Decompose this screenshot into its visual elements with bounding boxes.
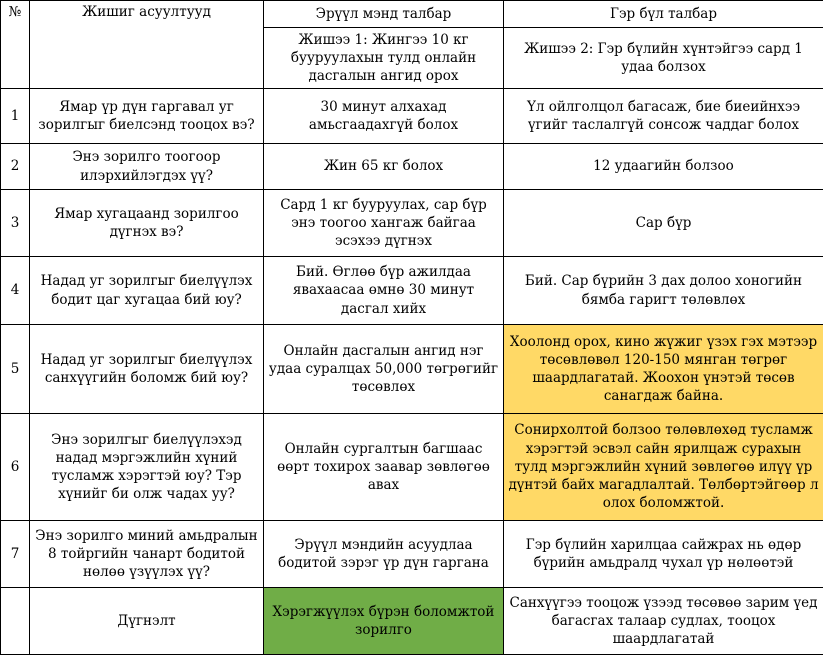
row-health: Жин 65 кг болох	[264, 144, 504, 190]
row-question: Энэ зорилго тоогоор илэрхийлэгдэх үү?	[30, 144, 264, 190]
row-question: Надад уг зорилгыг биелүүлэх санхүүгийн боломж бий юу?	[30, 325, 264, 414]
row-health: Бий. Өглөө бүр ажилдаа явахаасаа өмнө 30 минут дасгал хийх	[264, 257, 504, 325]
row-health: 30 минут алхахад амьсгаадахгүй болох	[264, 89, 504, 144]
row-family: Бий. Сар бүрийн 3 дах долоо хоногийн бямба гаригт төлөвлөх	[504, 257, 823, 325]
header-family: Гэр бүл талбар	[504, 1, 823, 28]
conclusion-row	[1, 588, 823, 655]
row-family: Гэр бүлийн харилцаа сайжрах нь өдөр бүрийн амьдралд чухал үр нөлөөтэй	[504, 521, 823, 588]
row-number: 4	[1, 257, 30, 325]
table-row	[1, 521, 823, 588]
table-row	[1, 144, 823, 190]
family-example: Жишээ 2: Гэр бүлийн хүнтэйгээ сард 1 удаа болзох	[504, 28, 823, 89]
row-health: Сард 1 кг бууруулах, сар бүр энэ тоогоо хангаж байгаа эсэхээ дүгнэх	[264, 190, 504, 257]
row-number: 5	[1, 325, 30, 414]
conclusion-family: Санхүүгээ тооцож үзээд төсөвөө зарим үед багасгах талаар судлах, тооцох шаардлагатай	[504, 588, 823, 655]
row-number: 1	[1, 89, 30, 144]
row-health: Онлайн сургалтын багшаас өөрт тохирох заавар зөвлөгөө авах	[264, 414, 504, 521]
table-row	[1, 190, 823, 257]
row-family: 12 удаагийн болзоо	[504, 144, 823, 190]
row-number: 2	[1, 144, 30, 190]
table-row	[1, 414, 823, 521]
header-num: №	[1, 1, 30, 89]
row-number: 3	[1, 190, 30, 257]
row-family: Үл ойлголцол багасаж, бие биеийнхээ үгийг таслалгүй сонсож чаддаг болох	[504, 89, 823, 144]
row-question: Ямар хугацаанд зорилгоо дүгнэх вэ?	[30, 190, 264, 257]
table-row	[1, 325, 823, 414]
row-health: Онлайн дасгалын ангид нэг удаа суралцах 50,000 төгрөгийг төсөвлөх	[264, 325, 504, 414]
row-health: Эрүүл мэндийн асуудлаа бодитой зэрэг үр дүн гаргана	[264, 521, 504, 588]
row-number: 7	[1, 521, 30, 588]
row-question: Надад уг зорилгыг биелүүлэх бодит цаг хугацаа бий юу?	[30, 257, 264, 325]
header-health: Эрүүл мэнд талбар	[264, 1, 504, 28]
health-example: Жишээ 1: Жингээ 10 кг бууруулахын тулд онлайн дасгалын ангид орох	[264, 28, 504, 89]
conclusion-health: Хэрэгжүүлэх бүрэн боломжтой зорилго	[264, 588, 504, 655]
conclusion-num-cell	[1, 588, 30, 655]
row-family-highlighted: Сонирхолтой болзоо төлөвлөхөд тусламж хэрэгтэй эсвэл сайн ярилцаж сурахын тулд мэргэжлийн хүний зөвлөгөө илүү үр дүнтэй байх магадлалтай. Төлбөртэйгөөр л олох боломжтой.	[504, 414, 823, 521]
row-question: Энэ зорилго миний амьдралын 8 тойргийн чанарт бодитой нөлөө үзүүлэх үү?	[30, 521, 264, 588]
header-questions: Жишиг асуултууд	[30, 1, 264, 89]
row-family-highlighted: Хоолонд орох, кино жүжиг үзэх гэх мэтээр төсөвлөвөл 120-150 мянган төгрөг шаардлагатай. Жоохон үнэтэй төсөв санагдаж байна.	[504, 325, 823, 414]
row-number: 6	[1, 414, 30, 521]
header-row	[1, 1, 823, 28]
table-row	[1, 89, 823, 144]
row-family: Сар бүр	[504, 190, 823, 257]
row-question: Энэ зорилгыг биелүүлэхэд надад мэргэжлийн хүний тусламж хэрэгтэй юу? Тэр хүнийг би олж чадах уу?	[30, 414, 264, 521]
conclusion-label: Дүгнэлт	[30, 588, 264, 655]
row-question: Ямар үр дүн гаргавал уг зорилгыг биелсэнд тооцох вэ?	[30, 89, 264, 144]
table-row	[1, 257, 823, 325]
